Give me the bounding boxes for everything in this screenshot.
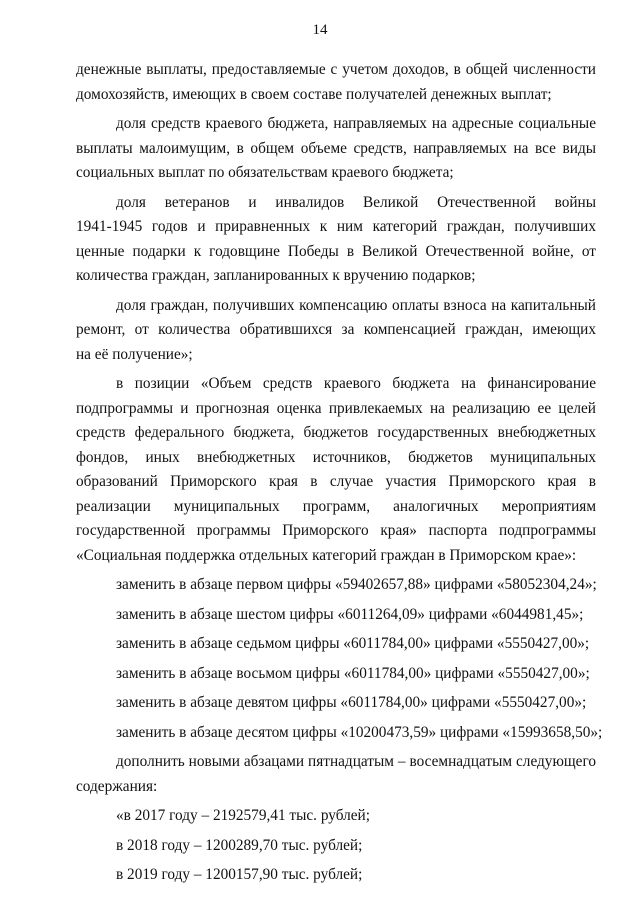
text-line: содержания: [76,777,158,795]
text-line: ремонт, от количества обратившихся за компенсацией граждан, имеющих [76,321,596,338]
text-line: выплаты малоимущим, в общем объеме средств, направляемых на все виды [76,139,596,157]
text-line: доля средств краевого бюджета, направляемых на адресные социальные [116,115,596,132]
text-line: заменить в абзаце седьмом цифры «6011784,00» цифрами «5550427,00»; [116,635,590,652]
text-line: государственной программы Приморского края» паспорта подпрограммы [76,522,596,539]
text-line: заменить в абзаце девятом цифры «6011784,00» цифрами «5550427,00»; [116,694,587,711]
text-line: в 2018 году – 1200289,70 тыс. рублей; [116,836,363,854]
text-line: «Социальная поддержка отдельных категорий граждан в Приморском крае»: [76,546,577,564]
text-line: на её получение»; [76,345,193,363]
text-line: в позиции «Объем средств краевого бюджета на финансирование [116,375,596,392]
text-line: количества граждан, запланированных к вручению подарков; [76,267,476,284]
text-line: дополнить новыми абзацами пятнадцатым – восемнадцатым следующего [116,753,596,770]
text-line: в 2019 году – 1200157,90 тыс. рублей; [116,866,363,883]
text-line: домохозяйств, имеющих в своем составе получателей денежных выплат; [76,85,552,103]
text-line: образований Приморского края в случае участия Приморского края в [76,473,596,490]
text-line: доля граждан, получивших компенсацию оплаты взноса на капитальный [116,296,596,314]
text-line: средств федерального бюджета, бюджетов государственных внебюджетных [76,424,596,441]
text-line: ценные подарки к годовщине Победы в Великой Отечественной войне, от [76,242,596,260]
text-line: денежные выплаты, предоставляемые с учетом доходов, в общей численности [76,61,596,78]
text-line: заменить в абзаце первом цифры «59402657,88» цифрами «58052304,24»; [116,576,597,593]
text-line: фондов, иных внебюджетных источников, бюджетов муниципальных [76,448,596,466]
text-line: заменить в абзаце десятом цифры «10200473,59» цифрами «15993658,50»; [116,723,603,741]
text-line: заменить в абзаце шестом цифры «6011264,09» цифрами «6044981,45»; [116,605,584,623]
text-line: доля ветеранов и инвалидов Великой Отечественной войны [116,193,596,211]
text-line: подпрограммы и прогнозная оценка привлекаемых на реализацию ее целей [76,399,596,417]
text-line: социальных выплат по обязательствам краевого бюджета; [76,164,454,181]
text-line: 1941-1945 годов и приравненных к ним категорий граждан, получивших [76,218,596,235]
text-line: заменить в абзаце восьмом цифры «6011784,00» цифрами «5550427,00»; [116,664,590,682]
text-line: реализации муниципальных программ, аналогичных мероприятиям [76,497,596,515]
text-line: «в 2017 году – 2192579,41 тыс. рублей; [116,807,370,824]
document-body [76,58,603,888]
page-number: 14 [312,22,328,38]
